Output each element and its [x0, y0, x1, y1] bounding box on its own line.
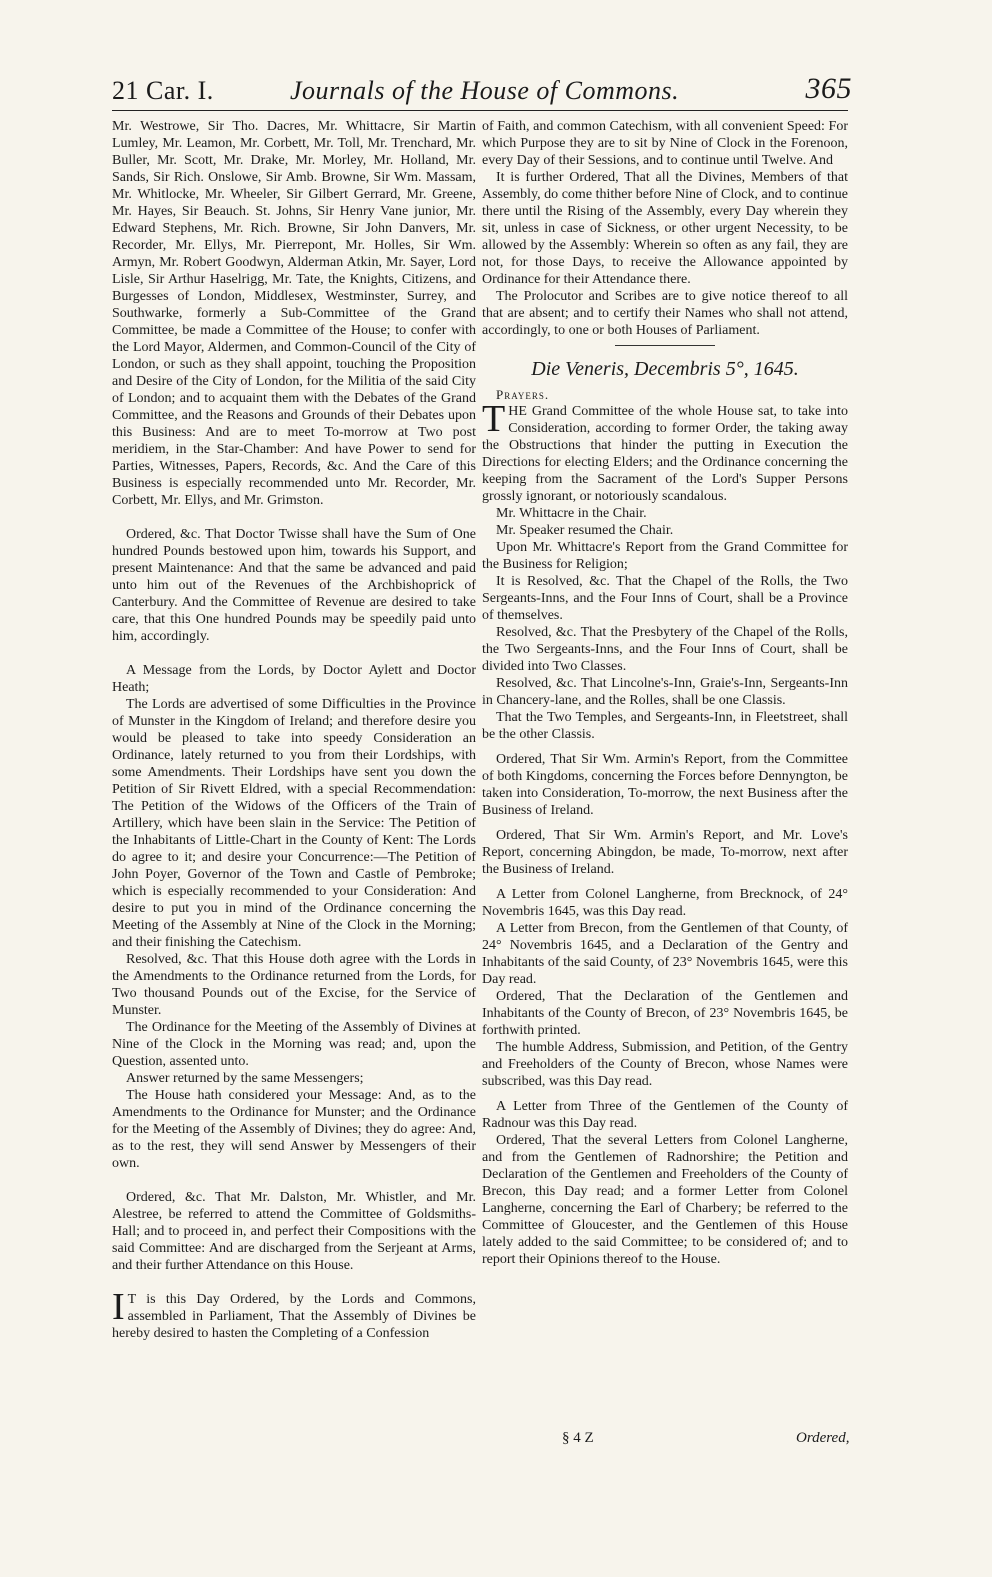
left-column [112, 118, 476, 1342]
letter-radnour: A Letter from Three of the Gentlemen of the County of Radnour was this Day read. [482, 1099, 848, 1131]
order-goldsmiths-hall: Ordered, &c. That Mr. Dalston, Mr. Whistler, and Mr. Alestree, be referred to attend the Committee of Goldsmiths-Hall; and to proceed in, and perfect their Compositions with the said Committee: And are discharged from the Serjeant at Arms, and their further Attendance on this House. [112, 1190, 476, 1273]
committee-list-paragraph: Mr. Westrowe, Sir Tho. Dacres, Mr. Whittacre, Sir Martin Lumley, Mr. Leamon, Mr. Corbett, Mr. Toll, Mr. Trenchard, Mr. Buller, Mr. Scott, Mr. Drake, Mr. Morley, Mr. Holland, Mr. Sands, Sir Rich. Onslowe, Sir Amb. Browne, Sir Wm. Massam, Mr. Whitlocke, Mr. Wheeler, Sir Gilbert Gerrard, Mr. Greene, Mr. Hayes, Sir Beauch. St. Johns, Sir Henry Vane junior, Mr. Edward Stephens, Mr. Rich. Browne, Sir John Danvers, Mr. Recorder, Mr. Ellys, Mr. Pierrepont, Mr. Holles, Sir Wm. Armyn, Mr. Robert Goodwyn, Alderman Atkin, Mr. Sayer, Lord Lisle, Sir Arthur Haselrigg, Mr. Tate, the Knights, Citizens, and Burgesses of London, Middlesex, Westminster, Surrey, and Southwarke, formerly a Sub-Committee of the Grand Committee, be made a Committee of the House; to confer with the Lord Mayor, Aldermen, and Common-Council of the City of London, or such as they shall appoint, touching the Proposition and Desire of the City of London, for the Militia of the said City of London; and to acquaint them with the Debates of the Grand Committee, and the Reasons and Grounds of their Debates upon this Business: And are to meet To-morrow at Two post meridiem, in the Star-Chamber: And have Power to send for Parties, Witnesses, Papers, Records, &c. And the Care of this Business is especially recommended unto Mr. Recorder, Mr. Corbett, Mr. Ellys, and Mr. Grimston. [112, 119, 476, 508]
signature-mark: § 4 Z [562, 1430, 594, 1446]
humble-address: The humble Address, Submission, and Petition, of the Gentry and Freeholders of the County of Brecon, whose Names were subscribed, was this Day read. [482, 1040, 848, 1089]
confession-continued: of Faith, and common Catechism, with all convenient Speed: For which Purpose they are to sit by Nine of Clock in the Forenoon, every Day of their Sessions, and to continue until Twelve. And [482, 119, 848, 168]
grand-committee-paragraph: THE Grand Committee of the whole House sat, to take into Consideration, according to former Order, the taking away the Obstructions that hinder the putting in Execution the Directions for electing Elders; and the Ordinance concerning the keeping from the Sacrament of the Lord's Supper Persons grossly ignorant, or notoriously scandalous. [482, 398, 848, 504]
day-heading: Die Veneris, Decembris 5°, 1645. [531, 358, 799, 380]
order-declaration-printed: Ordered, That the Declaration of the Gentlemen and Inhabitants of the County of Brecon, of 23° Novembris 1645, be forthwith printed. [482, 989, 848, 1038]
catchword: Ordered, [796, 1430, 850, 1446]
running-head [112, 72, 852, 112]
other-classis: That the Two Temples, and Sergeants-Inn, in Fleetstreet, shall be the other Classis. [482, 710, 848, 742]
whittacre-chair: Mr. Whittacre in the Chair. [496, 506, 647, 521]
prolocutor-notice: The Prolocutor and Scribes are to give notice thereof to all that are absent; and to certify their Names who shall not attend, accordingly, to one or both Houses of Parliament. [482, 289, 848, 338]
regnal-year: 21 Car. I. [112, 76, 214, 105]
further-ordered-divines: It is further Ordered, That all the Divines, Members of that Assembly, do come thither before Nine of Clock, and to continue there until the Rising of the Assembly, every Day wherein they sit, unless in case of Sickness, or other urgent Necessity, to be allowed by the Assembly: Wherein so often as any fail, they are not, for those Days, to receive the Allowance appointed by Ordinance for their Attendance there. [482, 170, 848, 287]
letter-langherne-brecknock: A Letter from Colonel Langherne, from Brecknock, of 24° Novembris 1645, was this Day read. [482, 887, 848, 919]
header-rule [112, 110, 848, 111]
lords-message-body: The Lords are advertised of some Difficulties in the Province of Munster in the Kingdom of Ireland; and therefore desire you would be pleased to take into speedy Consideration an Ordinance, lately returned to you from their Lordships, with some Amendments. Their Lordships have sent you down the Petition of Sir Rivett Eldred, with a special Recommendation: The Petition of the Widows of the Officers of the Train of Artillery, which have been slain in the Service: The Petition of the Inhabitants of Little-Chart in the County of Kent: The Lords do agree to it; and desire your Concurrence:—The Petition of John Poyer, Governor of the Town and Castle of Pembroke; which is especially recommended to your Consideration: And desire to put you in mind of the Ordinance concerning the Meeting of the Assembly at Nine of the Clock in the Morning; and their finishing the Catechism. [112, 697, 476, 950]
order-several-letters: Ordered, That the several Letters from Colonel Langherne, and from the Gentlemen of Radnorshire; the Petition and Declaration of the Gentlemen and Freeholders of the County of Brecon, this Day read; and a former Letter from Colonel Langherne, concerning the Earl of Charbery; be referred to the Committee of Gloucester, and the Gentlemen of this House lately added to the said Committee; to be considered of; and to report their Opinions thereof to the House. [482, 1133, 848, 1267]
order-abingdon-report: Ordered, That Sir Wm. Armin's Report, and Mr. Love's Report, concerning Abingdon, be made, To-morrow, next after the Business of Ireland. [482, 828, 848, 877]
section-divider [615, 345, 715, 346]
ordinance-meeting-read: The Ordinance for the Meeting of the Assembly of Divines at Nine of the Clock in the Morning was read; and, upon the Question, assented unto. [112, 1020, 476, 1069]
resolved-province: It is Resolved, &c. That the Chapel of the Rolls, the Two Sergeants-Inns, and the Four Inns of Court, shall be a Province of themselves. [482, 574, 848, 623]
resolved-munster: Resolved, &c. That this House doth agree with the Lords in the Amendments to the Ordinance returned from the Lords, for Two thousand Pounds out of the Excise, for the Service of Munster. [112, 952, 476, 1018]
order-assembly-divines: IT is this Day Ordered, by the Lords and Commons, assembled in Parliament, That the Assembly of Divines be hereby desired to hasten the Completing of a Confession [112, 1286, 476, 1341]
letter-brecon-gentlemen: A Letter from Brecon, from the Gentlemen of that County, of 24° Novembris 1645, and a Declaration of the Gentry and Inhabitants of the said County, of 23° Novembris 1645, were this Day read. [482, 921, 848, 987]
right-column [482, 118, 848, 1268]
prayers-label: Prayers. [496, 387, 550, 402]
resolved-two-classes: Resolved, &c. That the Presbytery of the Chapel of the Rolls, the Two Sergeants-Inns, and the Four Inns of Court, shall be divided into Two Classes. [482, 625, 848, 674]
page-number: 365 [805, 72, 852, 105]
order-twisse-paragraph: Ordered, &c. That Doctor Twisse shall have the Sum of One hundred Pounds bestowed upon him, towards his Support, and present Maintenance: And that the same be advanced and paid unto him out of the Revenues of the Archbishoprick of Canterbury. And the Committee of Revenue are desired to take care, that this One hundred Pounds may be speedily paid unto him, accordingly. [112, 527, 476, 644]
resolved-one-classis: Resolved, &c. That Lincolne's-Inn, Graie's-Inn, Sergeants-Inn in Chancery-lane, and the Rolles, shall be one Classis. [482, 676, 848, 708]
speaker-resumed: Mr. Speaker resumed the Chair. [496, 523, 674, 538]
answer-returned: Answer returned by the same Messengers; [126, 1071, 364, 1086]
order-armin-report: Ordered, That Sir Wm. Armin's Report, from the Committee of both Kingdoms, concerning the Forces before Dennyngton, be taken into Consideration, To-morrow, the next Business after the Business of Ireland. [482, 752, 848, 818]
house-answer: The House hath considered your Message: And, as to the Amendments to the Ordinance for Munster; and the Ordinance for the Meeting of the Assembly of Divines; they do agree: And, as to the rest, they will send Answer by Messengers of their own. [112, 1088, 476, 1171]
whittacre-report: Upon Mr. Whittacre's Report from the Grand Committee for the Business for Religion; [482, 540, 848, 572]
journal-title: Journals of the House of Commons. [290, 76, 680, 105]
lords-message-intro: A Message from the Lords, by Doctor Aylett and Doctor Heath; [112, 663, 476, 695]
